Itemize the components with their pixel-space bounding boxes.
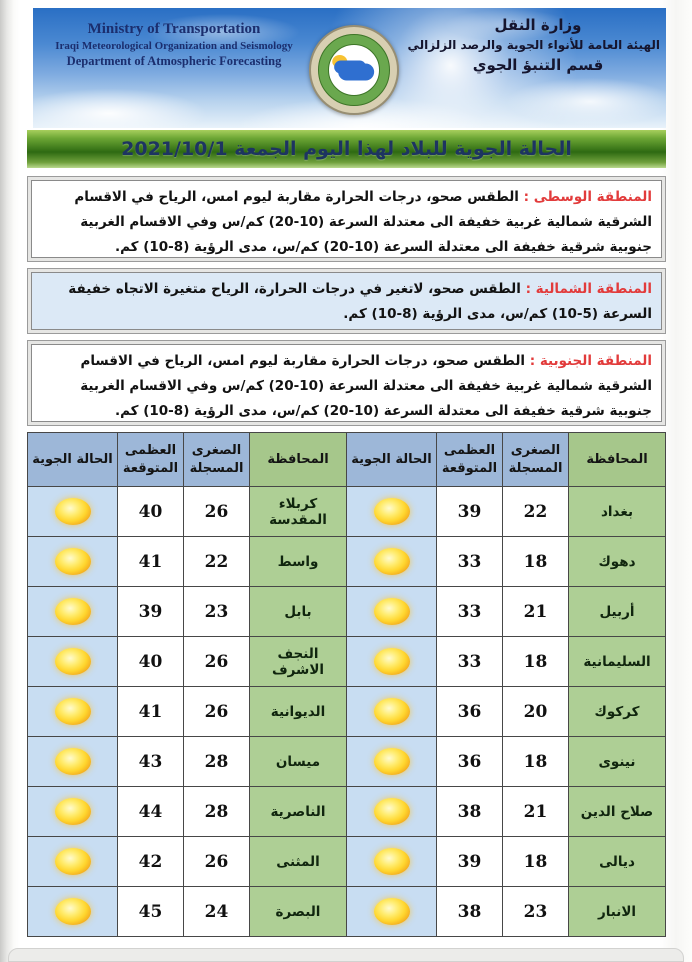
max-temp-cell: 36 <box>437 687 503 737</box>
sun-icon <box>55 848 91 875</box>
region-box-northern <box>27 268 666 334</box>
sun-icon <box>55 548 91 575</box>
max-temp-cell: 33 <box>437 587 503 637</box>
region-box-central-text <box>31 180 662 258</box>
table-row <box>28 637 666 687</box>
min-temp-cell: 18 <box>503 737 569 787</box>
governorate-cell: أربيل <box>569 587 666 637</box>
department-name-arabic: قسم التنبؤ الجوي <box>472 56 604 74</box>
organization-name-english: Iraqi Meteorological Organization and Seismology <box>55 40 293 52</box>
min-temp-cell: 28 <box>184 737 250 787</box>
max-temp-cell: 38 <box>437 887 503 937</box>
header-weather-condition-right: الحالة الجوية <box>347 433 437 487</box>
weather-condition-cell <box>28 687 118 737</box>
sun-icon <box>55 498 91 525</box>
region-box-central <box>27 176 666 262</box>
min-temp-cell: 26 <box>184 637 250 687</box>
table-row <box>28 737 666 787</box>
min-temp-cell: 26 <box>184 487 250 537</box>
sun-icon <box>55 598 91 625</box>
region-forecast-northern: الطقس صحو، لاتغير في درجات الحرارة، الرياح متغيرة الاتجاه خفيفة السرعة (5-10) كم/س، مدى الرؤية (8-10) كم. <box>68 281 652 322</box>
table-row <box>28 787 666 837</box>
region-box-northern-text <box>31 272 662 330</box>
max-temp-cell: 33 <box>437 537 503 587</box>
max-temp-cell: 41 <box>118 687 184 737</box>
weather-condition-cell <box>28 637 118 687</box>
max-temp-cell: 45 <box>118 887 184 937</box>
weather-condition-cell <box>28 887 118 937</box>
header-weather-condition-left: الحالة الجوية <box>28 433 118 487</box>
weather-condition-cell <box>347 837 437 887</box>
weather-condition-cell <box>28 787 118 837</box>
governorate-cell: البصرة <box>250 887 347 937</box>
min-temp-cell: 24 <box>184 887 250 937</box>
governorate-cell: النجف الاشرف <box>250 637 347 687</box>
weather-condition-cell <box>347 737 437 787</box>
min-temp-cell: 23 <box>503 887 569 937</box>
min-temp-cell: 23 <box>184 587 250 637</box>
weather-condition-cell <box>347 687 437 737</box>
weather-condition-cell <box>347 637 437 687</box>
weather-condition-cell <box>347 487 437 537</box>
sun-icon <box>55 898 91 925</box>
min-temp-cell: 18 <box>503 537 569 587</box>
governorate-cell: ميسان <box>250 737 347 787</box>
table-row <box>28 887 666 937</box>
governorates-weather-table <box>27 432 666 937</box>
max-temp-cell: 39 <box>118 587 184 637</box>
sun-icon <box>374 548 410 575</box>
table-row <box>28 537 666 587</box>
logo-center <box>328 44 380 96</box>
table-header-row <box>28 433 666 487</box>
max-temp-cell: 42 <box>118 837 184 887</box>
max-temp-cell: 43 <box>118 737 184 787</box>
max-temp-cell: 44 <box>118 787 184 837</box>
weather-condition-cell <box>347 787 437 837</box>
sun-icon <box>374 798 410 825</box>
governorate-cell: دهوك <box>569 537 666 587</box>
header-governorate-left: المحافظة <box>250 433 347 487</box>
logo-cloud-icon <box>338 64 374 81</box>
max-temp-cell: 39 <box>437 487 503 537</box>
header-max-expected-right: العظمى المتوقعة <box>437 433 503 487</box>
min-temp-cell: 18 <box>503 837 569 887</box>
weather-condition-cell <box>347 887 437 937</box>
min-temp-cell: 22 <box>184 537 250 587</box>
header-governorate-right: المحافظة <box>569 433 666 487</box>
max-temp-cell: 41 <box>118 537 184 587</box>
table-row <box>28 487 666 537</box>
sun-icon <box>374 748 410 775</box>
max-temp-cell: 40 <box>118 637 184 687</box>
sun-icon <box>374 898 410 925</box>
bulletin-title: الحالة الجوية للبلاد لهذا اليوم الجمعة 2021/10/1 <box>121 138 572 160</box>
min-temp-cell: 18 <box>503 637 569 687</box>
region-label-southern: المنطقة الجنوبية : <box>529 353 652 369</box>
region-box-southern <box>27 340 666 426</box>
header-max-expected-left: العظمى المتوقعة <box>118 433 184 487</box>
max-temp-cell: 36 <box>437 737 503 787</box>
max-temp-cell: 33 <box>437 637 503 687</box>
header-min-recorded-right: الصغرى المسجلة <box>503 433 569 487</box>
governorate-cell: ديالى <box>569 837 666 887</box>
region-label-northern: المنطقة الشمالية : <box>525 281 652 297</box>
governorate-cell: نينوى <box>569 737 666 787</box>
min-temp-cell: 26 <box>184 837 250 887</box>
governorate-cell: صلاح الدين <box>569 787 666 837</box>
region-forecast-central: الطقس صحو، درجات الحرارة مقاربة ليوم امس، الرياح في الاقسام الشرقية شمالية غربية خفيفة الى معتدلة السرعة (10-20) كم/س وفي الاقسام الغربية جنوبية شرقية خفيفة الى معتدلة السرعة (10-20) كم/س، مدى الرؤية (8-10) كم. <box>74 189 652 255</box>
sun-icon <box>374 598 410 625</box>
sun-icon <box>55 798 91 825</box>
governorate-cell: الناصرية <box>250 787 347 837</box>
min-temp-cell: 22 <box>503 487 569 537</box>
governorate-cell: كربلاء المقدسة <box>250 487 347 537</box>
department-name-english: Department of Atmospheric Forecasting <box>66 54 282 68</box>
english-letterhead <box>48 21 300 69</box>
bulletin-title-bar <box>27 130 666 168</box>
organization-name-arabic: الهيئة العامة للأنواء الجوية والرصد الزلزالي <box>407 38 660 52</box>
organization-logo <box>309 25 399 115</box>
region-box-southern-text <box>31 344 662 422</box>
min-temp-cell: 21 <box>503 587 569 637</box>
sun-icon <box>374 848 410 875</box>
max-temp-cell: 38 <box>437 787 503 837</box>
governorate-cell: السليمانية <box>569 637 666 687</box>
min-temp-cell: 26 <box>184 687 250 737</box>
arabic-letterhead <box>407 16 660 74</box>
sun-icon <box>374 648 410 675</box>
governorate-cell: بغداد <box>569 487 666 537</box>
governorate-cell: المثنى <box>250 837 347 887</box>
weather-condition-cell <box>347 587 437 637</box>
sun-icon <box>55 698 91 725</box>
weather-condition-cell <box>28 487 118 537</box>
min-temp-cell: 20 <box>503 687 569 737</box>
sun-icon <box>374 698 410 725</box>
weather-condition-cell <box>28 837 118 887</box>
region-label-central: المنطقة الوسطى : <box>523 189 652 205</box>
weather-condition-cell <box>28 737 118 787</box>
table-row <box>28 837 666 887</box>
max-temp-cell: 40 <box>118 487 184 537</box>
ministry-name-english: Ministry of Transportation <box>87 21 261 37</box>
weather-table-body <box>28 487 666 937</box>
sky-header-banner <box>33 8 666 128</box>
weather-condition-cell <box>347 537 437 587</box>
table-row <box>28 587 666 637</box>
table-row <box>28 687 666 737</box>
governorate-cell: الديوانية <box>250 687 347 737</box>
governorate-cell: واسط <box>250 537 347 587</box>
sun-icon <box>374 498 410 525</box>
governorate-cell: كركوك <box>569 687 666 737</box>
ministry-name-arabic: وزارة النقل <box>494 16 582 34</box>
sun-icon <box>55 648 91 675</box>
weather-condition-cell <box>28 537 118 587</box>
weather-condition-cell <box>28 587 118 637</box>
header-min-recorded-left: الصغرى المسجلة <box>184 433 250 487</box>
governorate-cell: الانبار <box>569 887 666 937</box>
governorate-cell: بابل <box>250 587 347 637</box>
min-temp-cell: 21 <box>503 787 569 837</box>
max-temp-cell: 39 <box>437 837 503 887</box>
min-temp-cell: 28 <box>184 787 250 837</box>
region-forecast-southern: الطقس صحو، درجات الحرارة مقاربة ليوم امس، الرياح في الاقسام الشرقية شمالية غربية خفيفة الى معتدلة السرعة (10-20) كم/س وفي الاقسام الغربية جنوبية شرقية خفيفة الى معتدلة السرعة (10-20) كم/س، مدى الرؤية (8-10) كم. <box>80 353 652 419</box>
sun-icon <box>55 748 91 775</box>
